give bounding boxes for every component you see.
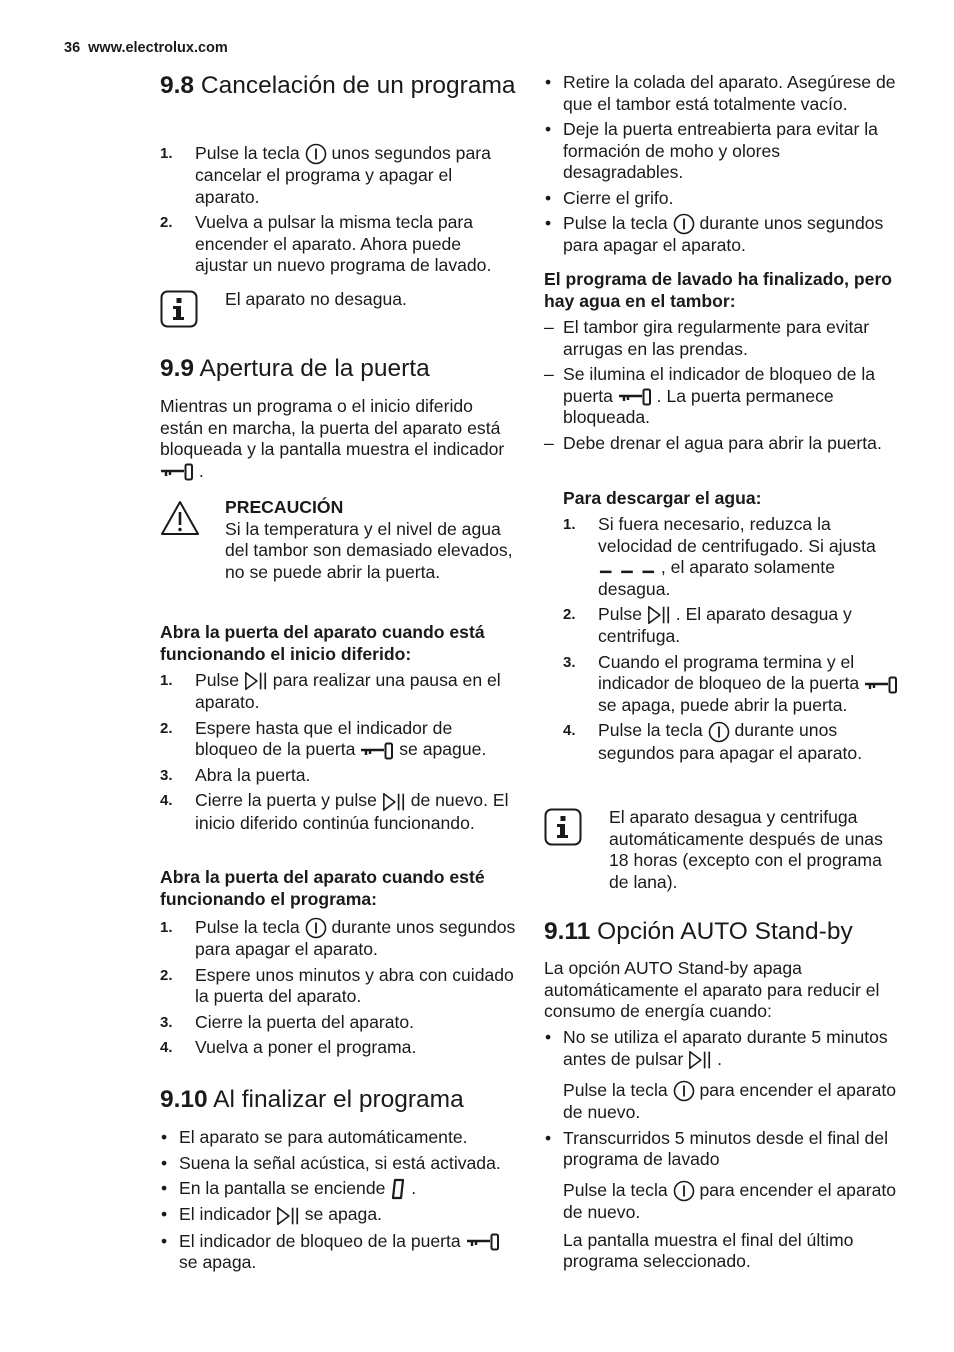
list-item: 2. Pulse . El aparato desagua y centrifuga.	[563, 604, 852, 647]
list-item: 1. Pulse la tecla unos segundos para cancelar el programa y apagar el aparato.	[160, 143, 491, 207]
list-item: 1. Pulse para realizar una pausa en el aparato.	[160, 670, 501, 713]
list-item: • Transcurridos 5 minutos desde el final del programa de lavado Pulse la tecla para encender el aparato de nuevo. La pantalla muestra el final del último programa seleccionado.	[544, 1128, 904, 1273]
door-lock-icon	[618, 388, 652, 406]
list-item: 1. Pulse la tecla durante unos segundos para apagar el aparato.	[160, 917, 516, 960]
list-item: 4. Cierre la puerta y pulse de nuevo. El inicio diferido continúa funcionando.	[160, 790, 509, 833]
drain-water-steps	[544, 514, 904, 764]
section-9-8-title	[160, 72, 516, 99]
section-number: 9.10	[160, 1086, 208, 1113]
list-item: • El indicador de bloqueo de la puerta se apaga.	[160, 1231, 516, 1274]
subheading-running-program: Abra la puerta del aparato cuando esté funcionando el programa:	[160, 867, 485, 909]
section-9-11-title	[544, 918, 904, 945]
section-9-9-title	[160, 355, 516, 382]
auto-standby-list	[544, 1027, 904, 1273]
info-notice: El aparato desagua y centrifuga automáticamente después de unas 18 horas (excepto con el programa de lana).	[609, 807, 883, 892]
power-icon	[673, 1180, 695, 1202]
start-pause-icon	[276, 1205, 300, 1227]
list-item: • Deje la puerta entreabierta para evitar la formación de moho y olores desagradables.	[544, 119, 904, 184]
website-url: www.electrolux.com	[88, 40, 228, 56]
list-item: 2. Espere hasta que el indicador de bloqueo de la puerta se apague.	[160, 717, 487, 760]
caution-title: PRECAUCIÓN	[225, 497, 344, 517]
water-in-drum-list	[544, 317, 904, 454]
subheading-drain-water: Para descargar el agua:	[563, 488, 762, 508]
list-item: 2. Espere unos minutos y abra con cuidado la puerta del aparato.	[160, 964, 514, 1007]
list-item: • Pulse la tecla durante unos segundos para apagar el aparato.	[544, 213, 904, 257]
door-lock-icon	[160, 463, 194, 481]
section-number: 9.8	[160, 72, 195, 99]
info-icon	[160, 290, 198, 328]
list-item: – Se ilumina el indicador de bloqueo de la puerta . La puerta permanece bloqueada.	[544, 364, 904, 429]
section-title: Al finalizar el programa	[213, 1086, 464, 1113]
power-icon	[305, 143, 327, 165]
list-item: • En la pantalla se enciende .	[160, 1178, 516, 1200]
after-program-bullets	[544, 72, 904, 257]
running-program-steps	[160, 917, 516, 1059]
start-pause-icon	[382, 791, 406, 813]
power-icon	[305, 917, 327, 939]
dashes-icon	[598, 561, 656, 575]
list-item: • El indicador se apaga.	[160, 1204, 516, 1226]
list-item: 4. Vuelva a poner el programa.	[160, 1037, 417, 1058]
list-item-continuation: La pantalla muestra el final del último programa seleccionado.	[563, 1229, 854, 1272]
power-icon	[708, 721, 730, 743]
list-item: 3. Cuando el programa termina y el indicador de bloqueo de la puerta se apaga, puede abrir la puerta.	[563, 652, 904, 717]
list-item: – El tambor gira regularmente para evitar arrugas en las prendas.	[544, 317, 904, 360]
section-9-8-steps	[160, 143, 516, 277]
section-title: Opción AUTO Stand-by	[597, 918, 853, 945]
info-notice: El aparato no desagua.	[225, 289, 407, 309]
list-item-continuation: Pulse la tecla para encender el aparato de nuevo.	[563, 1079, 897, 1123]
power-icon	[673, 1080, 695, 1102]
program-end-list	[160, 1127, 516, 1274]
subheading-delayed-start: Abra la puerta del aparato cuando está funcionando el inicio diferido:	[160, 622, 485, 664]
list-item: • Cierre el grifo.	[544, 188, 904, 210]
power-icon	[673, 213, 695, 235]
page-number: 36	[64, 40, 81, 56]
page-header	[64, 38, 228, 60]
caution-notice	[225, 497, 516, 583]
section-title: Cancelación de un programa	[200, 72, 516, 99]
section-9-10-title	[160, 1086, 516, 1113]
section-title: Apertura de la puerta	[199, 355, 430, 382]
list-item: – Debe drenar el agua para abrir la puerta.	[544, 433, 904, 455]
section-9-11-intro: La opción AUTO Stand-by apaga automáticamente el aparato para reducir el consumo de energía cuando:	[544, 958, 880, 1021]
door-lock-icon	[466, 1233, 500, 1251]
list-item-continuation: Pulse la tecla para encender el aparato de nuevo.	[563, 1179, 897, 1223]
list-item: • El aparato se para automáticamente.	[160, 1127, 516, 1149]
list-item: 3. Abra la puerta.	[160, 764, 311, 785]
caution-text: Si la temperatura y el nivel de agua del tambor son demasiado elevados, no se puede abrir la puerta.	[225, 518, 513, 582]
start-pause-icon	[647, 604, 671, 626]
list-item: 2. Vuelva a pulsar la misma tecla para encender el aparato. Ahora puede ajustar un nuevo programa de lavado.	[160, 212, 492, 276]
door-lock-icon	[864, 676, 898, 694]
list-item: • No se utiliza el aparato durante 5 minutos antes de pulsar . Pulse la tecla para encender el aparato de nuevo.	[544, 1027, 904, 1124]
delayed-start-steps	[160, 670, 516, 834]
section-9-9-intro: Mientras un programa o el inicio diferido están en marcha, la puerta del aparato está bloqueada y la pantalla muestra el indicador .	[160, 396, 505, 481]
list-item: 4. Pulse la tecla durante unos segundos para apagar el aparato.	[563, 720, 863, 763]
display-zero-icon	[390, 1178, 406, 1200]
warning-icon	[160, 500, 200, 536]
info-icon	[544, 808, 582, 846]
list-item: • Suena la señal acústica, si está activada.	[160, 1153, 516, 1175]
subheading-water-in-drum: El programa de lavado ha finalizado, pero hay agua en el tambor:	[544, 269, 893, 311]
list-item: • Retire la colada del aparato. Asegúrese de que el tambor está totalmente vacío.	[544, 72, 904, 115]
section-number: 9.11	[544, 918, 591, 945]
list-item: 1. Si fuera necesario, reduzca la velocidad de centrifugado. Si ajusta , el aparato solamente desagua.	[563, 514, 876, 599]
start-pause-icon	[244, 670, 268, 692]
section-number: 9.9	[160, 355, 195, 382]
list-item: 3. Cierre la puerta del aparato.	[160, 1011, 415, 1032]
door-lock-icon	[360, 742, 394, 760]
start-pause-icon	[688, 1049, 712, 1071]
